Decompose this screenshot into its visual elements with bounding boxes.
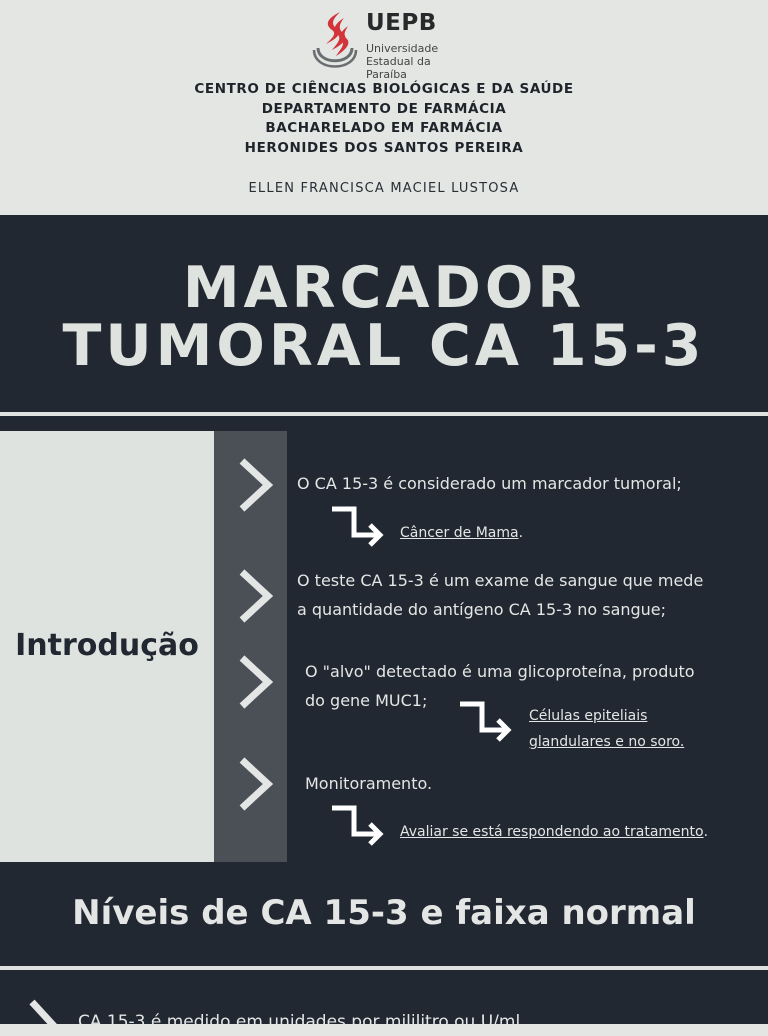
intro-heading: Introdução — [15, 628, 199, 663]
intro-item-3-sub-1: Células epiteliais — [529, 708, 648, 724]
turn-arrow-icon — [330, 505, 386, 547]
uepb-logo — [310, 10, 460, 81]
chevron-right-icon — [26, 996, 62, 1036]
intro-item-1-text: O CA 15-3 é considerado um marcador tumoral; — [297, 474, 682, 493]
title-band — [0, 215, 768, 412]
turn-arrow-icon — [458, 700, 514, 742]
intro-item-1-sub-text: Câncer de Mama — [400, 525, 519, 541]
author-name: ELLEN FRANCISCA MACIEL LUSTOSA — [248, 181, 520, 196]
intro-item-1-sub-suffix: . — [518, 525, 524, 541]
intro-item-4-text: Monitoramento. — [305, 774, 433, 793]
header-line-heronides: HERONIDES DOS SANTOS PEREIRA — [244, 140, 524, 156]
intro-item-1-sub — [400, 520, 523, 546]
intro-item-2-line-1: O teste CA 15-3 é um exame de sangue que mede — [297, 571, 704, 590]
logo-subtitle-2: Estadual da Paraíba — [366, 55, 431, 81]
header-line-bacharelado: BACHARELADO EM FARMÁCIA — [265, 120, 503, 136]
intro-item-3-line-1: O "alvo" detectado é uma glicoproteína, produto — [305, 662, 695, 681]
chevron-right-icon — [236, 654, 276, 710]
logo-name: UEPB — [366, 10, 437, 36]
uepb-emblem-icon — [310, 10, 360, 76]
intro-item-2-line-2: a quantidade do antígeno CA 15-3 no sangue; — [297, 600, 667, 619]
chevron-right-icon — [236, 457, 276, 513]
title-line-1: MARCADOR — [182, 255, 586, 321]
levels-section-title: Níveis de CA 15-3 e faixa normal — [72, 893, 696, 933]
levels-measure-text: CA 15-3 é medido em unidades por mililitro ou U/ml — [78, 1012, 521, 1032]
turn-arrow-icon — [330, 804, 386, 846]
intro-item-4-sub — [400, 819, 708, 845]
intro-item-4-sub-text: Avaliar se está respondendo ao tratamento — [400, 824, 704, 840]
header — [0, 0, 768, 215]
intro-item-3-line-2: do gene MUC1; — [305, 691, 428, 710]
intro-item-4-sub-suffix: . — [703, 824, 709, 840]
chevron-right-icon — [236, 756, 276, 812]
logo-subtitle-1: Universidade — [366, 42, 439, 55]
header-line-centro: CENTRO DE CIÊNCIAS BIOLÓGICAS E DA SAÚDE — [194, 81, 574, 97]
title-line-2: TUMORAL CA 15-3 — [62, 313, 706, 379]
chevron-right-icon — [236, 568, 276, 624]
header-line-departamento: DEPARTAMENTO DE FARMÁCIA — [261, 101, 507, 117]
intro-item-3-sub-2: glandulares e no soro. — [529, 734, 685, 750]
